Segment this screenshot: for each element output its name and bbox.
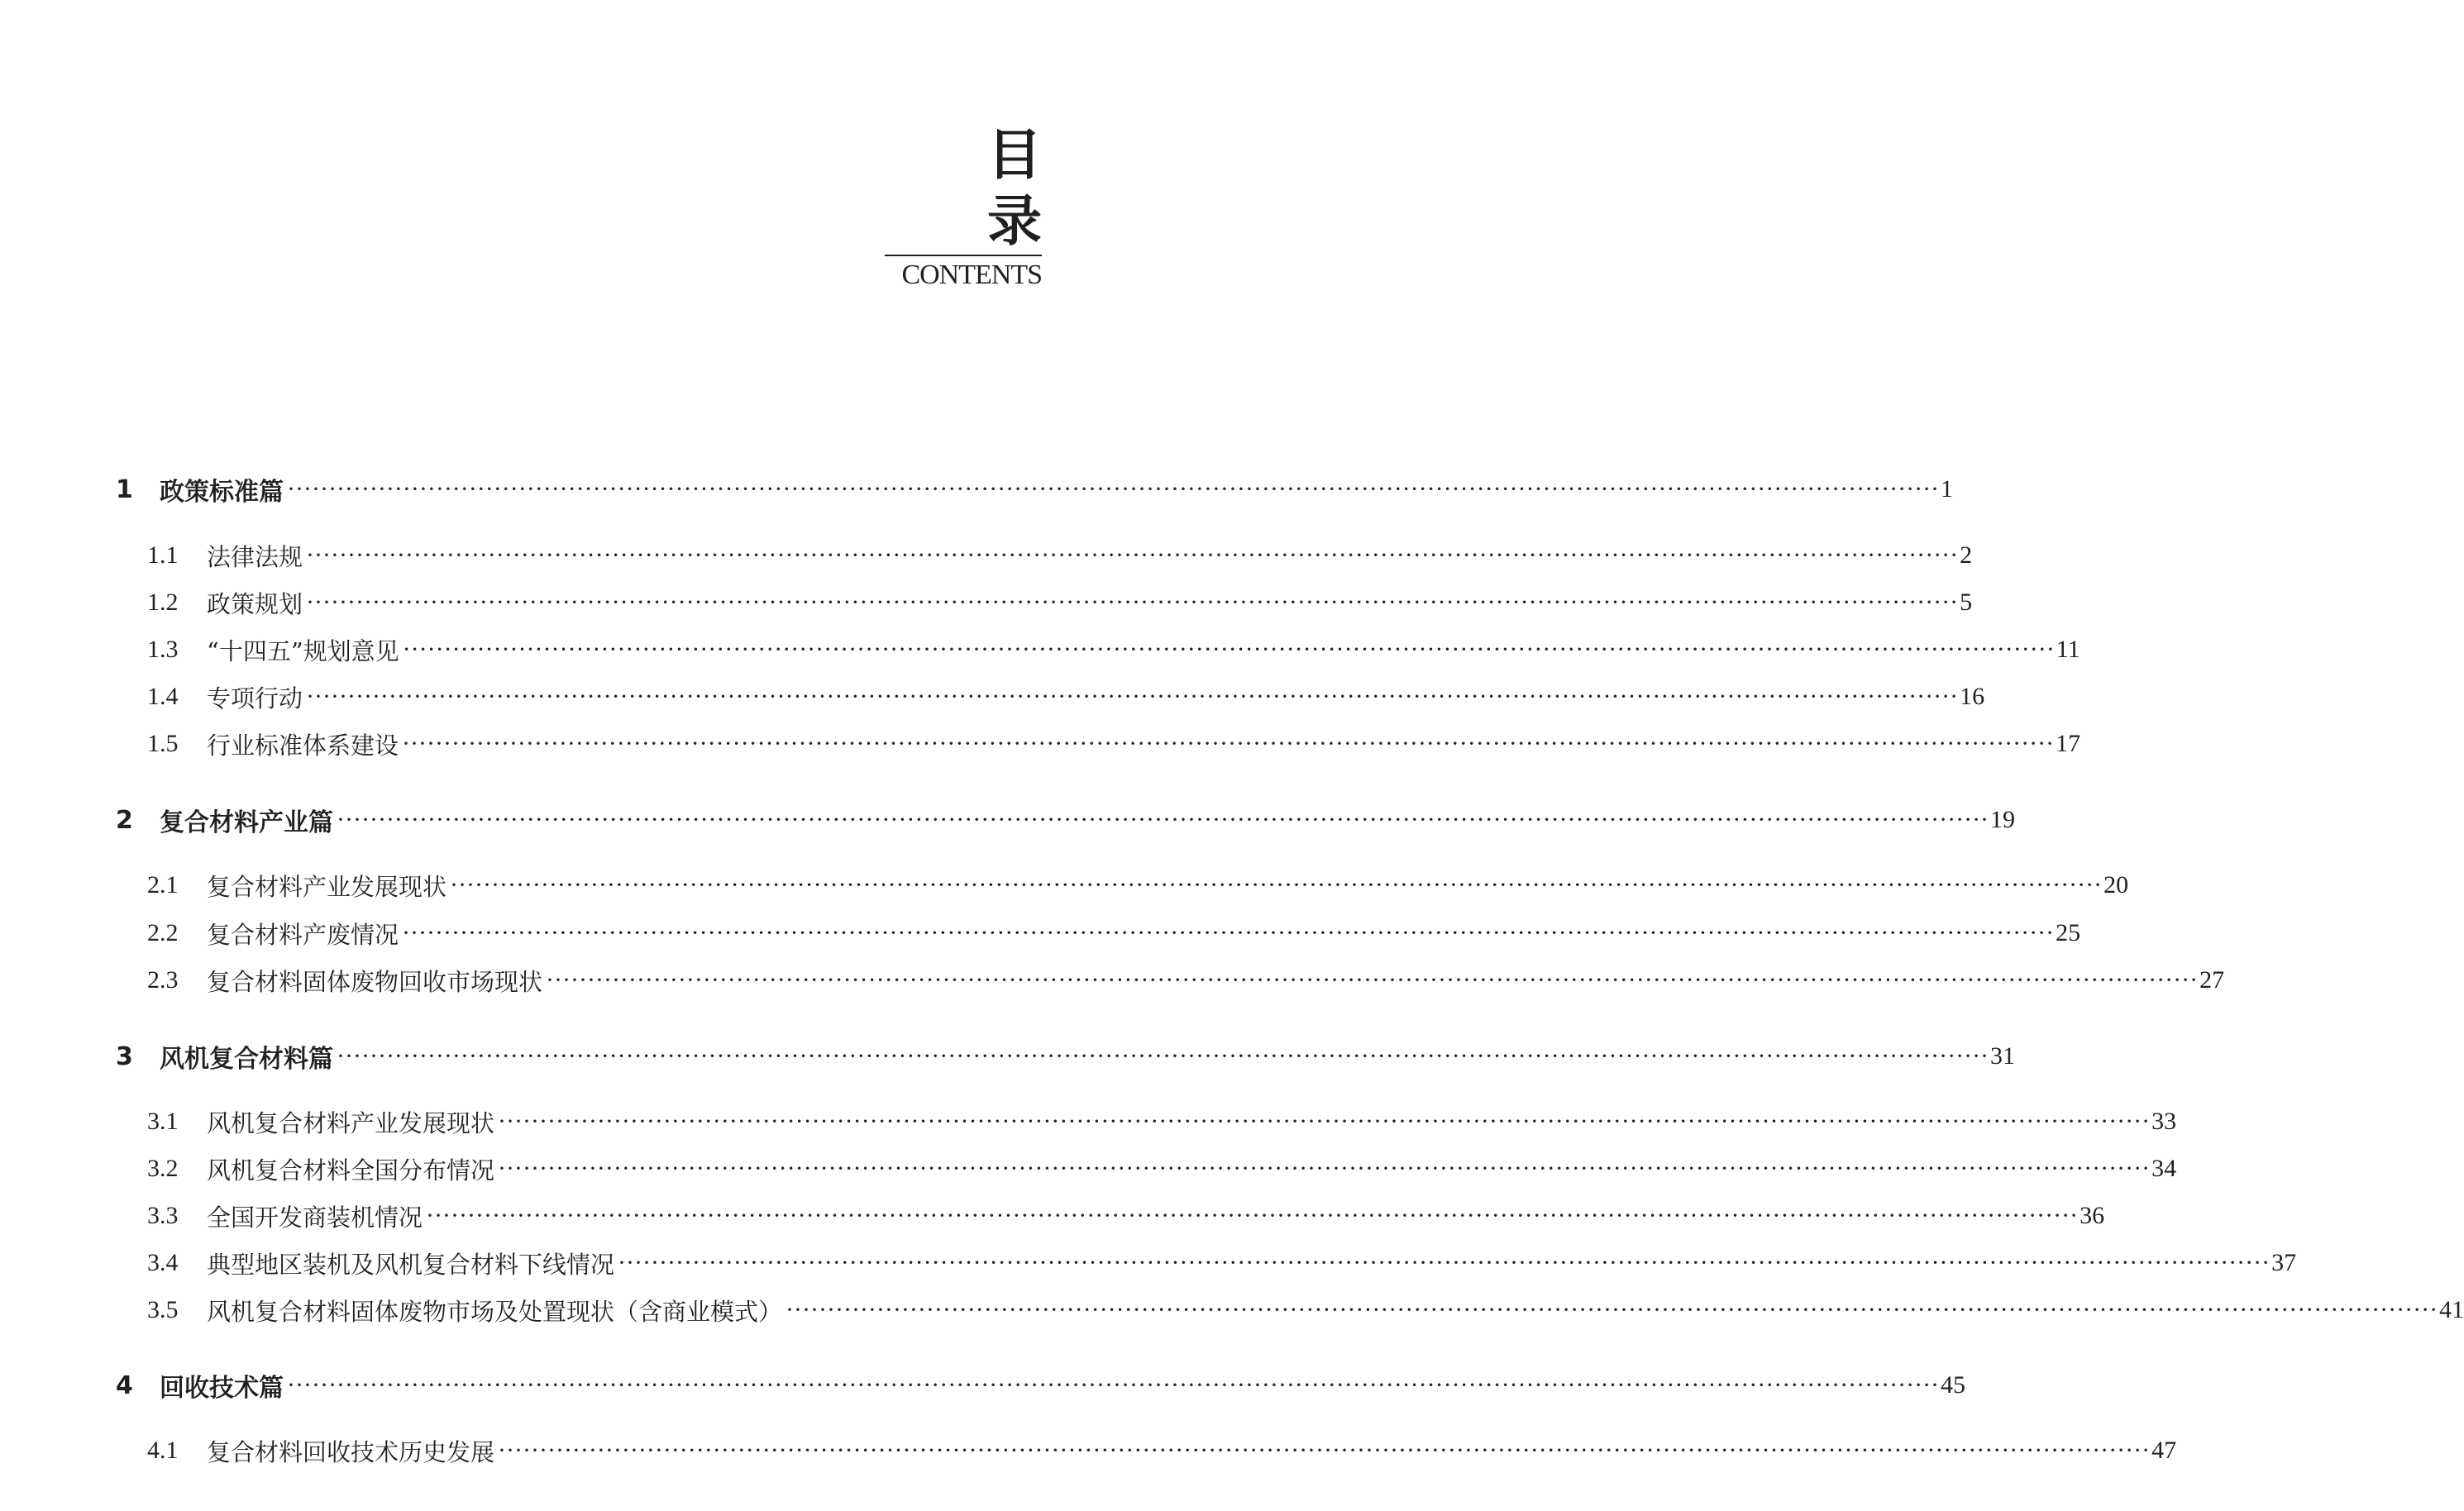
chapter-title: 复合材料产业篇 (160, 808, 333, 837)
page-number: 20 (2103, 871, 2129, 898)
page-number: 16 (1960, 683, 1985, 710)
leader-dots: ········································································································································································································ (498, 1155, 2151, 1182)
page-number: 17 (2056, 730, 2081, 757)
toc-section-3-3[interactable] (0, 1196, 2105, 1236)
toc-section-2-2[interactable] (0, 913, 2081, 953)
leader-dots: ········································································································································································································ (426, 1202, 2079, 1229)
leader-dots: ········································································································································································································ (337, 806, 1989, 833)
leader-dots: ········································································································································································································ (618, 1249, 2271, 1276)
section-number: 4.1 (147, 1437, 179, 1464)
toc-chapter-2[interactable] (0, 800, 2016, 840)
section-title: 专项行动 (207, 684, 303, 713)
toc-section-2-3[interactable] (0, 960, 2225, 1000)
section-number: 1.1 (147, 541, 179, 569)
chapter-title: 风机复合材料篇 (160, 1045, 333, 1074)
page-number: 5 (1960, 589, 1973, 616)
section-title: 政策规划 (207, 589, 303, 618)
section-title: 复合材料回收技术历史发展 (207, 1437, 495, 1466)
section-number: 3.3 (147, 1202, 179, 1229)
leader-dots: ········································································································································································································ (450, 871, 2103, 898)
section-title: 复合材料固体废物回收市场现状 (207, 967, 543, 996)
section-number: 3.5 (147, 1296, 179, 1323)
section-title: 风机复合材料固体废物市场及处置现状（含商业模式） (207, 1297, 783, 1326)
toc-section-3-2[interactable] (0, 1149, 2177, 1189)
chapter-number: 3 (116, 1041, 133, 1071)
page-number: 41 (2439, 1296, 2464, 1323)
section-number: 3.1 (147, 1108, 179, 1135)
page-number: 33 (2151, 1108, 2177, 1135)
leader-dots: ········································································································································································································ (402, 730, 2055, 757)
section-number: 3.4 (147, 1249, 179, 1276)
toc-section-3-4[interactable] (0, 1243, 2297, 1283)
leader-dots: ········································································································································································································ (498, 1437, 2151, 1464)
section-number: 2.1 (147, 871, 179, 898)
section-title: 复合材料产废情况 (207, 920, 399, 949)
section-title: 行业标准体系建设 (207, 731, 399, 760)
page-subtitle: CONTENTS (901, 260, 1042, 290)
toc-section-3-5[interactable] (0, 1290, 2464, 1330)
page-number: 1 (1941, 475, 1954, 503)
chapter-number: 4 (116, 1370, 133, 1400)
page-number: 27 (2199, 966, 2225, 994)
section-number: 1.4 (147, 683, 179, 710)
section-number: 1.3 (147, 636, 179, 663)
page-number: 34 (2151, 1155, 2177, 1182)
leader-dots: ········································································································································································································ (306, 589, 1959, 616)
section-number: 2.2 (147, 919, 179, 946)
leader-dots: ········································································································································································································ (287, 475, 1940, 503)
chapter-number: 1 (116, 474, 133, 504)
page-number: 45 (1941, 1371, 1966, 1399)
page-number: 25 (2056, 919, 2081, 946)
leader-dots: ········································································································································································································ (287, 1371, 1940, 1399)
leader-dots: ········································································································································································································ (402, 919, 2055, 946)
page-number: 11 (2056, 636, 2080, 663)
section-number: 2.3 (147, 966, 179, 994)
leader-dots: ········································································································································································································ (402, 636, 2055, 663)
toc-section-3-1[interactable] (0, 1102, 2177, 1142)
section-number: 1.5 (147, 730, 179, 757)
toc-chapter-3[interactable] (0, 1037, 2016, 1076)
toc-section-1-3[interactable] (0, 630, 2080, 670)
toc-section-1-4[interactable] (0, 677, 1985, 717)
toc-chapter-1[interactable] (0, 470, 1954, 509)
page-number: 37 (2271, 1249, 2297, 1276)
page-number: 31 (1990, 1042, 2016, 1070)
leader-dots: ········································································································································································································ (546, 966, 2199, 994)
page-number: 36 (2080, 1202, 2105, 1229)
chapter-number: 2 (116, 805, 133, 835)
section-number: 1.2 (147, 589, 179, 616)
section-title: 典型地区装机及风机复合材料下线情况 (207, 1250, 615, 1279)
toc-section-1-5[interactable] (0, 724, 2081, 764)
section-title: 风机复合材料产业发展现状 (207, 1108, 495, 1137)
page-title: 目 录 (987, 123, 1057, 253)
leader-dots: ········································································································································································································ (498, 1108, 2151, 1135)
page-number: 47 (2151, 1437, 2177, 1464)
section-title: 复合材料产业发展现状 (207, 872, 447, 901)
toc-section-4-1[interactable] (0, 1431, 2177, 1470)
section-title: 法律法规 (207, 542, 303, 571)
page-number: 19 (1990, 806, 2016, 833)
chapter-title: 政策标准篇 (160, 478, 284, 507)
leader-dots: ········································································································································································································ (306, 541, 1959, 569)
section-title: 风机复合材料全国分布情况 (207, 1156, 495, 1184)
leader-dots: ········································································································································································································ (786, 1296, 2438, 1323)
toc-section-1-2[interactable] (0, 583, 1973, 622)
section-title: “十四五”规划意见 (207, 636, 399, 665)
section-number: 3.2 (147, 1155, 179, 1182)
toc-section-2-1[interactable] (0, 865, 2129, 905)
leader-dots: ········································································································································································································ (306, 683, 1959, 710)
leader-dots: ········································································································································································································ (337, 1042, 1989, 1070)
page-number: 2 (1960, 541, 1973, 569)
section-title: 全国开发商装机情况 (207, 1203, 423, 1232)
chapter-title: 回收技术篇 (160, 1374, 284, 1403)
toc-chapter-4[interactable] (0, 1366, 1966, 1405)
toc-section-1-1[interactable] (0, 536, 1973, 575)
